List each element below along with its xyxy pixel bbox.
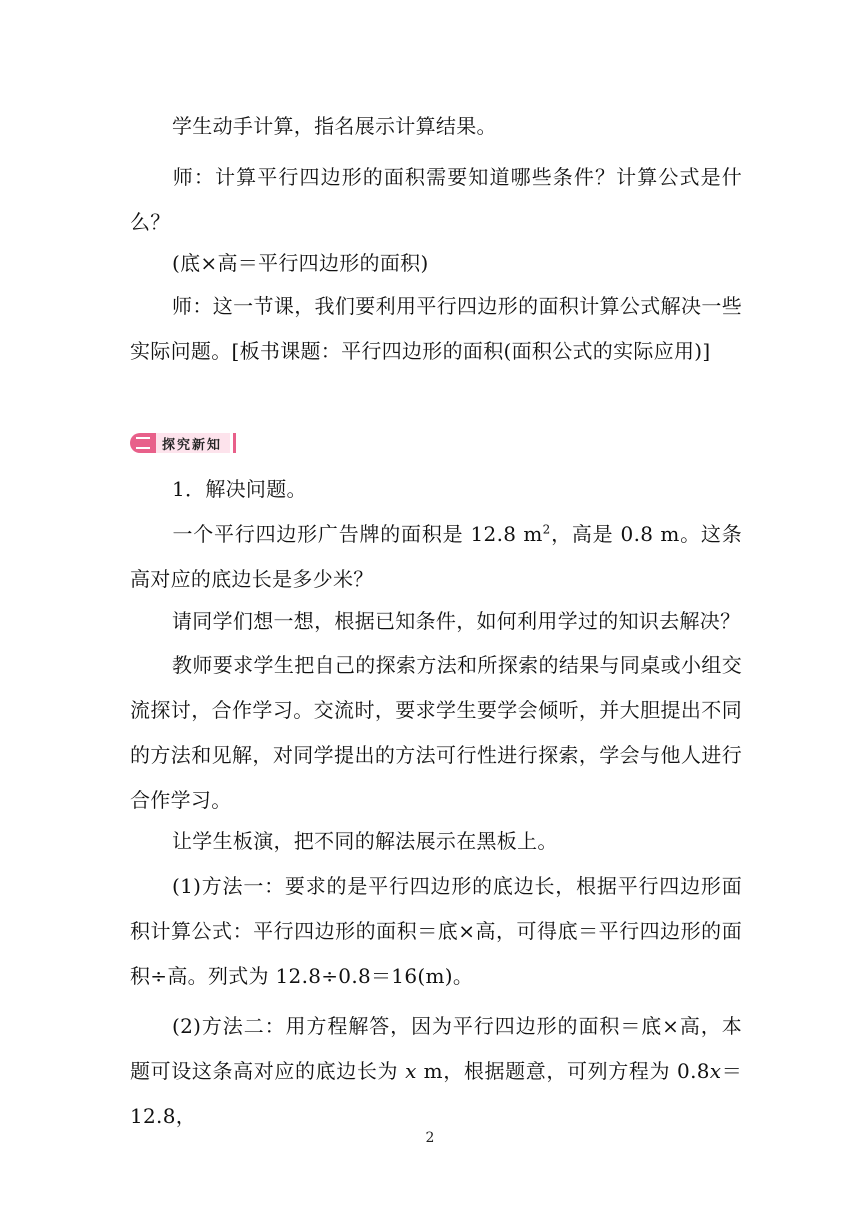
paragraph-5: 1．解决问题。 (172, 477, 307, 501)
paragraph-10: (1)方法一：要求的是平行四边形的底边长，根据平行四边形面积计算公式：平行四边形的面积＝底×高，可得底＝平行四边形的面积÷高。列式为 12.8÷0.8＝16(m)。 (130, 874, 742, 988)
paragraph-6: 一个平行四边形广告牌的面积是 12.8 $m^2$，高是 0.8 m。这条高对应的底边长是多少米？ (130, 522, 742, 591)
superscript: 2 (542, 522, 551, 537)
paragraph-7: 请同学们想一想，根据已知条件，如何利用学过的知识去解决？ (172, 609, 741, 633)
section-title: 探究新知 (156, 433, 230, 453)
two-icon (136, 437, 150, 449)
paragraph-2: 师：计算平行四边形的面积需要知道哪些条件？计算公式是什么？ (130, 165, 742, 234)
section-number-badge (130, 433, 156, 453)
paragraph-4: 师：这一节课，我们要利用平行四边形的面积计算公式解决一些实际问题。[板书课题：平行四边形的面积(面积公式的实际应用)] (130, 294, 742, 363)
paragraph-1: 学生动手计算，指名展示计算结果。 (172, 114, 497, 138)
section-header (130, 432, 236, 454)
page-number: 2 (425, 1130, 435, 1146)
section-bar (233, 433, 236, 453)
paragraph-8: 教师要求学生把自己的探索方法和所探索的结果与同桌或小组交流探讨，合作学习。交流时，要求学生要学会倾听，并大胆提出不同的方法和见解，对同学提出的方法可行性进行探索，学会与他人进行合作学习。 (130, 653, 742, 812)
paragraph-11: (2)方法二：用方程解答，因为平行四边形的面积＝底×高，本题可设这条高对应的底边长为 x m，根据题意，可列方程为 0.8x＝12.8， (130, 1014, 742, 1128)
paragraph-3: (底×高＝平行四边形的面积) (172, 251, 429, 275)
paragraph-9: 让学生板演，把不同的解法展示在黑板上。 (172, 829, 558, 853)
